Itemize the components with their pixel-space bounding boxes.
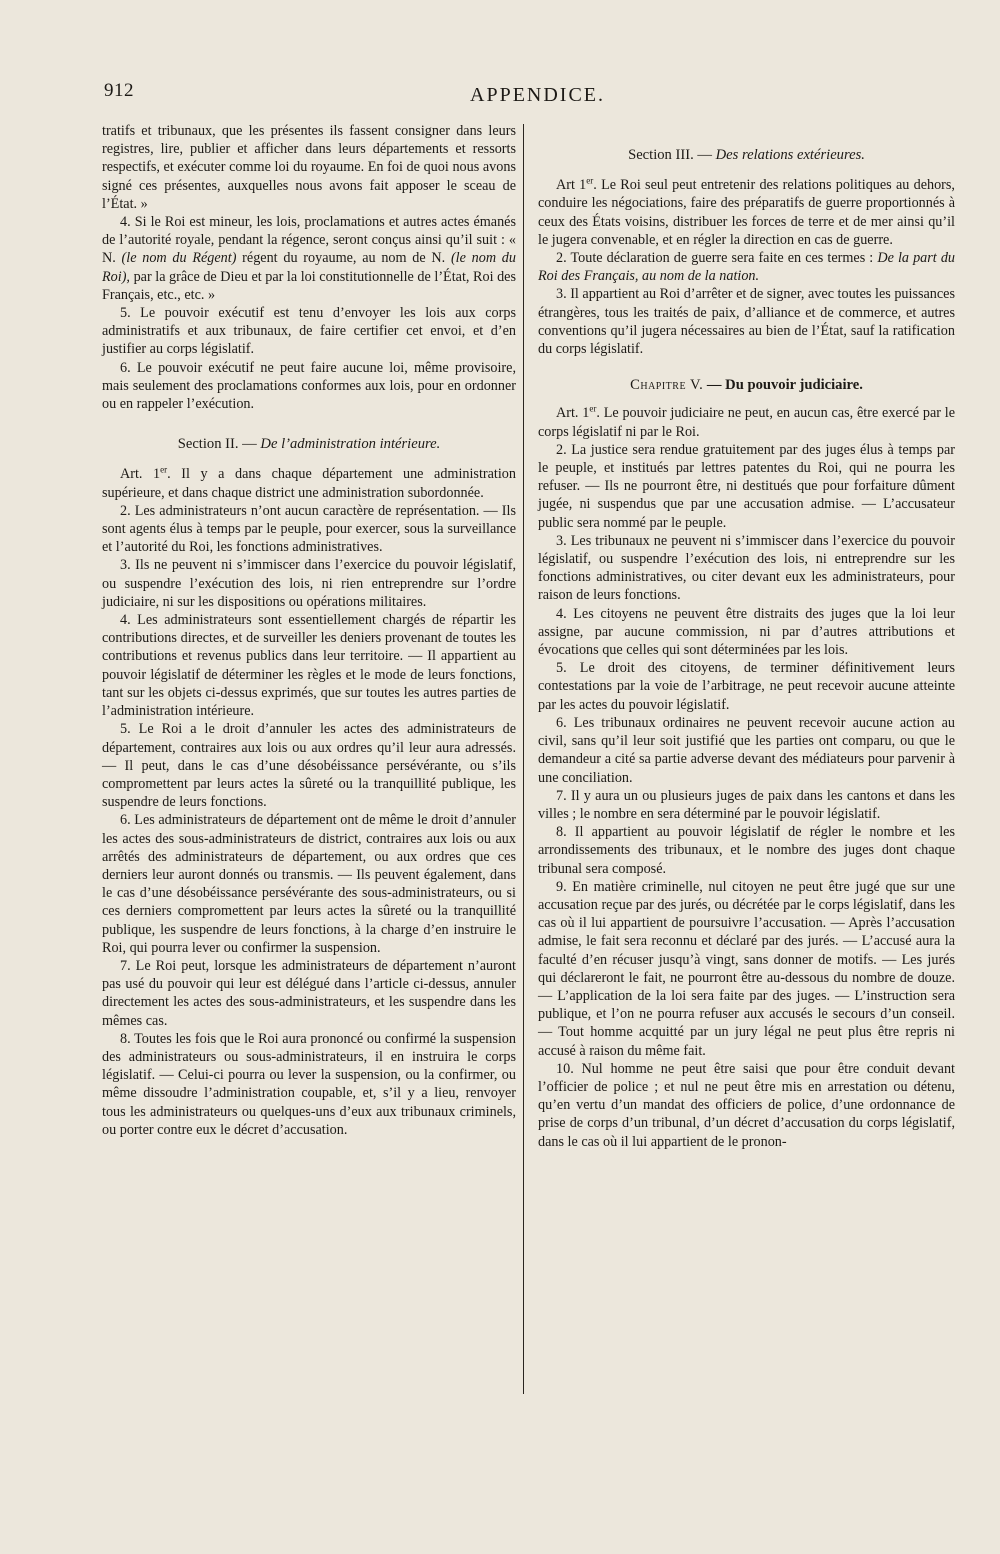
chapter-5-article-5: 5. Le droit des citoyens, de terminer définitivement leurs contestations par la voie de l’arbitrage, ne peut recevoir aucune atteinte par les actes du pouvoir législatif. (538, 660, 955, 713)
section-2-article-8: 8. Toutes les fois que le Roi aura prononcé ou confirmé la suspension des administrateurs ou sous-administrateurs, il en instruira le corps législatif. — Celui-ci pourra ou lever la suspension, ou la confirmer, ou même dissoudre l’administration coupable, et, s’il y a lieu, renvoyer tous les administrateurs ou quelques-uns d’eux aux tribunaux criminels, ou porter contre eux le décret d’accusation. (102, 1030, 516, 1138)
article-4-regency (102, 213, 516, 304)
section-2-heading (102, 435, 516, 453)
section-3-article-1 (538, 176, 955, 249)
italic-text: (le nom du Régent) (121, 250, 237, 267)
chapter-5-heading (538, 376, 955, 394)
section-3-article-3: 3. Il appartient au Roi d’arrêter et de signer, avec toutes les puissances étrangères, tous les traités de paix, d’alliance et de commerce, et autres conventions qu’il jugera nécessaires au bien de l’État, sauf la ratification du corps législatif. (538, 286, 955, 358)
superscript: er (160, 464, 168, 475)
chapter-5-article-7: 7. Il y aura un ou plusieurs juges de paix dans les cantons et dans les villes ; le nombre en sera déterminé par le pouvoir législatif. (538, 787, 955, 822)
running-head: APPENDICE. (470, 84, 606, 106)
chapter-5-article-9: 9. En matière criminelle, nul citoyen ne peut être jugé que sur une accusation reçue par des jurés, ou décrétée par le corps législatif, dans les cas où il lui appartient de poursuivre l’accusation. — Après l’accusation admise, le fait sera reconnu et déclaré par des jurés. — L’accusé aura la faculté d’en récuser jusqu’à vingt, sans donner de motifs. — Les jurés qui déclareront le fait, ne pourront être au-dessous du nombre de douze. — L’application de la loi sera faite par des juges. — L’instruction sera publique, et l’on ne pourra refuser aux accusés le secours d’un conseil. — Tout homme acquitté par un jury légal ne peut plus être repris ni accusé à raison du même fait. (538, 878, 955, 1059)
chapter-5-article-1 (538, 404, 955, 440)
superscript: er (589, 403, 597, 414)
text: régent du royaume, au nom de N. (242, 250, 446, 267)
italic-text: De la part du Roi des Français, au nom de la nation. (538, 250, 956, 285)
chapter-5-article-8: 8. Il appartient au pouvoir législatif de régler le nombre et les arrondissements des tribunaux, et le nombre des juges dont chaque tribunal sera composé. (538, 824, 955, 877)
chapter-5-article-2: 2. La justice sera rendue gratuitement par des juges élus à temps par le peuple, et institués par lettres patentes du Roi, qui ne pourra les refuser. — Ils ne pourront être, ni destitués que pour forfaiture dûment jugée, ni suspendus que par une accusation admise. — L’accusateur public sera nommé par le peuple. (538, 441, 955, 531)
article-number: Art. 1 (556, 405, 590, 422)
chapter-5-article-3: 3. Les tribunaux ne peuvent ni s’immiscer dans l’exercice du pouvoir législatif, ou suspendre l’exécution des lois, ni entreprendre sur les fonctions administratives, ou citer devant eux les administrateurs, pour raison de leurs fonctions. (538, 532, 955, 604)
article-6: 6. Le pouvoir exécutif ne peut faire aucune loi, même provisoire, mais seulement des proclamations conformes aux lois, pour en ordonner ou en rappeler l’exécution. (102, 359, 516, 413)
paragraph-continuation: tratifs et tribunaux, que les présentes ils fassent consigner dans leurs registres, lire, publier et afficher dans leurs départements et ressorts respectifs, et exécuter comme loi du royaume. En foi de quoi nous avons signé ces présentes, auxquelles nous avons fait apposer le sceau de l’État. » (102, 123, 516, 212)
section-2-article-1 (102, 465, 516, 501)
article-text: . Il y a dans chaque département une administration supérieure, et dans chaque district une administration subordonnée. (102, 466, 516, 501)
section-2-article-2: 2. Les administrateurs n’ont aucun caractère de représentation. — Ils sont agents élus à temps par le peuple, pour exercer, sous la surveillance et l’autorité du Roi, les fonctions administratives. (102, 502, 516, 556)
section-label: Section III. — (628, 147, 712, 163)
section-2-article-5: 5. Le Roi a le droit d’annuler les actes des administrateurs de département, contraires aux lois ou aux ordres qu’il leur aura adressés. — Il peut, dans le cas d’une désobéissance persévérante, ou s’ils compromettent par leurs actes la sûreté ou la tranquillité publique, les suspendre de leurs fonctions. (102, 721, 516, 811)
section-3-article-2 (538, 249, 955, 285)
chapter-5-article-6: 6. Les tribunaux ordinaires ne peuvent recevoir aucune action au civil, sans qu’il leur soit justifié que les parties ont comparu, ou que le demandeur a cité sa partie adverse devant des médiateurs pour parvenir à une conciliation. (538, 714, 955, 786)
text: 4. Si le Roi est mineur, les lois, proclamations et autres actes émanés de l’autorité royale, pendant la régence, seront conçus ainsi qu’il suit : « N. (102, 214, 516, 267)
article-number: Art 1 (556, 177, 587, 194)
chapter-5-article-4: 4. Les citoyens ne peuvent être distraits des juges que la loi leur assigne, par aucune commission, ni par d’autres attributions et évocations que celles qui sont déterminées par les lois. (538, 605, 955, 659)
section-2-article-4: 4. Les administrateurs sont essentiellement chargés de répartir les contributions directes, et de surveiller les deniers provenant de toutes les contributions et revenus publics dans leur territoire. — Il appartient au pouvoir législatif de déterminer les règles et le mode de leurs fonctions, tant sur les objets ci-dessus exprimés, que sur toutes les autres parties de l’administration intérieure. (102, 612, 516, 720)
article-text: 2. Toute déclaration de guerre sera faite en ces termes : (556, 250, 874, 267)
article-text: . Le Roi seul peut entretenir des relations politiques au dehors, conduire les négociations, faire des préparatifs de guerre proportionnés à ceux des États voisins, distribuer les forces de terre et de mer ainsi qu’il le jugera convenable, et en régler la direction en cas de guerre. (538, 177, 955, 248)
section-title: De l’administration intérieure. (260, 436, 441, 453)
section-2-article-3: 3. Ils ne peuvent ni s’immiscer dans l’exercice du pouvoir législatif, ou suspendre l’exécution des lois, ni rien entreprendre sur l’ordre judiciaire, ni sur les dispositions ou opérations militaires. (102, 557, 516, 610)
left-column (102, 122, 516, 1139)
superscript: er (586, 175, 594, 186)
chapter-title: — Du pouvoir judiciaire. (706, 377, 863, 394)
section-3-heading (538, 146, 955, 164)
section-title: Des relations extérieures. (715, 147, 865, 163)
page-number: 912 (104, 80, 134, 101)
section-2-article-6: 6. Les administrateurs de département ont de même le droit d’annuler les actes des sous-administrateurs de district, contraires aux lois ou aux arrêtés des administrateurs de département, ou aux ordres que ces derniers leur auront donnés ou transmis. — Ils peuvent également, dans le cas d’une désobéissance persévérante des sous-administrateurs, ou si ces derniers compromettent par leurs actes la sûreté ou la tranquillité publique, les suspendre de leurs fonctions, à la charge d’en instruire le Roi, qui pourra lever ou confirmer la suspension. (102, 812, 516, 956)
column-divider (523, 124, 524, 1394)
article-number: Art. 1 (120, 466, 161, 483)
text: par la grâce de Dieu et par la loi constitutionnelle de l’État, Roi des Français, etc., etc. » (102, 268, 516, 303)
chapter-5-article-10: 10. Nul homme ne peut être saisi que pour être conduit devant l’officier de police ; et nul ne peut être mis en arrestation ou détenu, qu’en vertu d’un mandat des officiers de police, d’une ordonnance de prise de corps d’un tribunal, d’un décret d’accusation du corps législatif, dans le cas où il lui appartient de le pronon- (538, 1060, 955, 1150)
right-column (538, 146, 955, 1151)
section-2-article-7: 7. Le Roi peut, lorsque les administrateurs de département n’auront pas usé du pouvoir qui leur est délégué dans l’article ci-dessus, annuler directement les actes des sous-administrateurs, et les suspendre dans les mêmes cas. (102, 957, 516, 1029)
chapter-label: Chapitre V. (630, 377, 704, 394)
article-5: 5. Le pouvoir exécutif est tenu d’envoyer les lois aux corps administratifs et aux tribunaux, de faire certifier cet envoi, et d’en justifier au corps législatif. (102, 305, 516, 358)
article-text: . Le pouvoir judiciaire ne peut, en aucun cas, être exercé par le corps législatif ni par le Roi. (538, 405, 955, 440)
section-label: Section II. — (177, 436, 257, 453)
italic-text: (le nom du Roi), (102, 250, 516, 285)
